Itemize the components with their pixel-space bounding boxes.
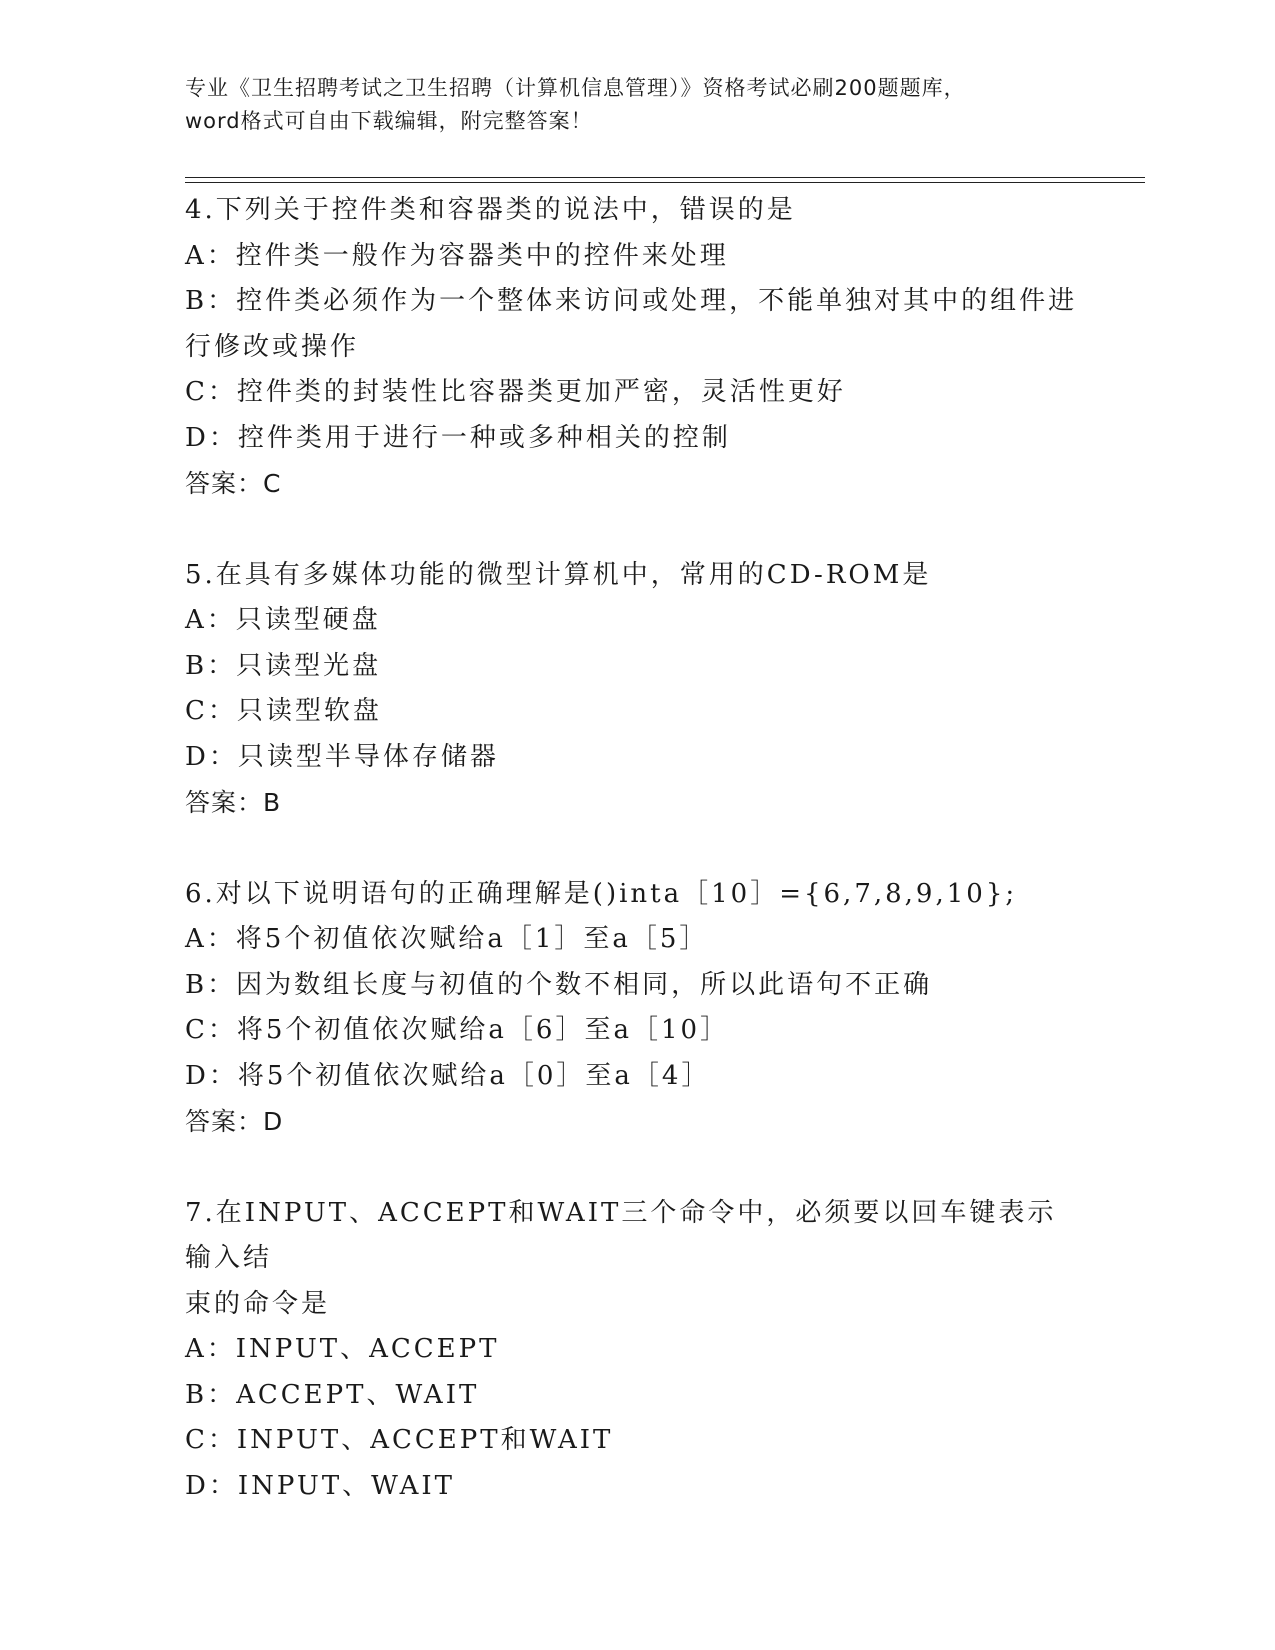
header-divider-bottom [185,182,1145,183]
option-a: A：控件类一般作为容器类中的控件来处理 [185,240,729,271]
answer-label: 答案：C [185,469,282,498]
option-a: A：INPUT、ACCEPT [185,1334,500,1364]
option-b: B：控件类必须作为一个整体来访问或处理，不能单独对其中的组件进 [185,286,1078,316]
question-6 [185,872,1085,1145]
option-c: C：将5个初值依次赋给a［6］至a［10］ [185,1015,730,1045]
answer-label: 答案：D [185,1107,284,1136]
header-line-2: word格式可自由下载编辑，附完整答案！ [185,109,593,133]
header-line-1: 专业《卫生招聘考试之卫生招聘（计算机信息管理）》资格考试必刷200题题库， [185,76,966,100]
option-d: D：只读型半导体存储器 [185,741,499,772]
option-a: A：只读型硬盘 [185,605,381,635]
question-stem: 4.下列关于控件类和容器类的说法中，错误的是 [185,195,796,225]
option-b-continued: 行修改或操作 [185,331,360,362]
question-stem-continued: 束的命令是 [185,1288,331,1319]
option-d: D：INPUT、WAIT [185,1470,455,1501]
header-divider-top [185,177,1145,178]
option-c: C：只读型软盘 [185,696,382,726]
question-stem: 6.对以下说明语句的正确理解是()inta［10］={6,7,8,9,10}; [185,878,1018,909]
option-c: C：INPUT、ACCEPT和WAIT [185,1425,614,1455]
option-d: D：控件类用于进行一种或多种相关的控制 [185,422,731,453]
question-stem: 5.在具有多媒体功能的微型计算机中，常用的CD-ROM是 [185,559,932,590]
option-d: D：将5个初值依次赋给a［0］至a［4］ [185,1060,711,1091]
question-5 [185,553,1085,826]
question-list [185,188,1085,1555]
answer-label: 答案：B [185,788,282,817]
option-b: B：只读型光盘 [185,650,382,681]
question-stem: 7.在INPUT、ACCEPT和WAIT三个命令中，必须要以回车键表示输入结 [185,1197,1057,1273]
question-4 [185,188,1085,507]
option-b: B：因为数组长度与初值的个数不相同，所以此语句不正确 [185,969,933,1000]
option-b: B：ACCEPT、WAIT [185,1379,480,1410]
option-a: A：将5个初值依次赋给a［1］至a［5］ [185,924,709,954]
question-7 [185,1191,1085,1510]
document-header [185,72,1085,138]
option-c: C：控件类的封装性比容器类更加严密，灵活性更好 [185,377,846,407]
